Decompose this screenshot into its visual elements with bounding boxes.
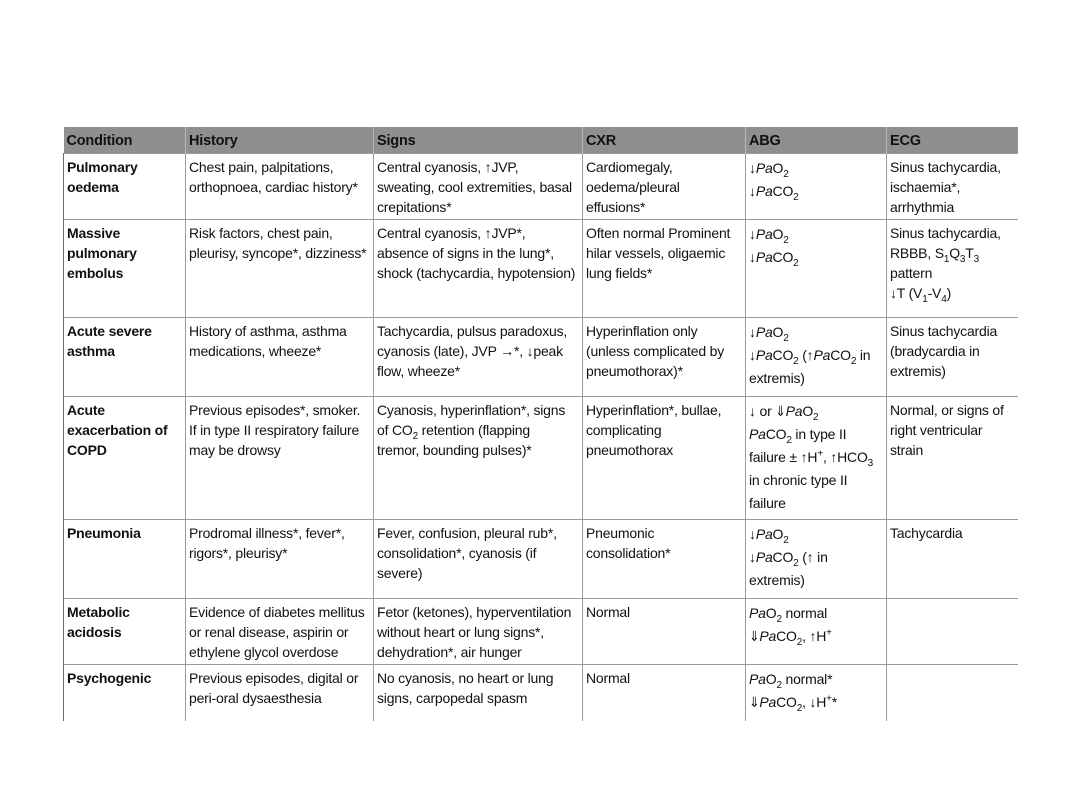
cell-ecg [887, 220, 1019, 318]
cell-signs: Fever, confusion, pleural rub*, consolidation*, cyanosis (if severe) [374, 520, 583, 599]
cell-abg [746, 154, 887, 220]
cell-condition: Pulmonary oedema [64, 154, 186, 220]
cell-line: ↓PaO$_2$ [749, 160, 789, 180]
cell-line: ⇓PaCO$_2$, ↓H+* [749, 693, 838, 714]
cell-cxr: Normal [583, 599, 746, 665]
cell-ecg: Sinus tachycardia (bradycardia in extremis) [887, 318, 1019, 397]
table-row [64, 318, 1019, 397]
cell-abg [746, 318, 887, 397]
differential-diagnosis-table [63, 127, 1018, 721]
cell-condition: Pneumonia [64, 520, 186, 599]
cell-signs: Central cyanosis, ↑JVP*, absence of signs in the lung*, shock (tachycardia, hypotension) [374, 220, 583, 318]
cell-line: tremor, bounding pulses)* [377, 442, 532, 458]
cell-cxr: Normal [583, 665, 746, 722]
table-row [64, 520, 1019, 599]
header-row [64, 127, 1019, 154]
cell-ecg [887, 599, 1019, 665]
cell-line: in chronic type II [749, 472, 848, 488]
cell-cxr: Pneumonic consolidation* [583, 520, 746, 599]
cell-line: ↓T $(V_1-V_4)$ [890, 285, 952, 305]
cell-line: Sinus tachycardia, [890, 225, 1001, 241]
cell-signs: No cyanosis, no heart or lung signs, carpopedal spasm [374, 665, 583, 722]
cell-history: Risk factors, chest pain, pleurisy, syncope*, dizziness* [186, 220, 374, 318]
cell-line: of $CO_2$ retention (flapping [377, 422, 530, 442]
cell-line: PaCO$_2$ in type II [749, 426, 847, 446]
cell-abg [746, 220, 887, 318]
cell-line: ↓PaCO$_2$ [749, 249, 799, 269]
cell-cxr: Hyperinflation*, bullae, complicating pneumothorax [583, 397, 746, 520]
cell-line: RBBB, $S_1Q_3T_3$ [890, 245, 980, 265]
cell-line: ↓PaO$_2$ [749, 526, 789, 546]
header-signs: Signs [374, 127, 583, 154]
cell-cxr: Cardiomegaly, oedema/pleural effusions* [583, 154, 746, 220]
cell-history: Prodromal illness*, fever*, rigors*, pleurisy* [186, 520, 374, 599]
table-row [64, 220, 1019, 318]
table-row [64, 154, 1019, 220]
header-history: History [186, 127, 374, 154]
cell-line: ↓PaCO$_2$ [749, 183, 799, 203]
cell-signs [374, 397, 583, 520]
cell-history: History of asthma, asthma medications, wheeze* [186, 318, 374, 397]
cell-history: Evidence of diabetes mellitus or renal disease, aspirin or ethylene glycol overdose [186, 599, 374, 665]
cell-line: ↓PaO$_2$ [749, 226, 789, 246]
cell-history: Chest pain, palpitations, orthopnoea, cardiac history* [186, 154, 374, 220]
cell-condition: Psychogenic [64, 665, 186, 722]
cell-line: failure ± ↑H+, $↑HCO_3$ [749, 448, 874, 469]
breathlessness-table [63, 127, 1018, 721]
cell-signs: Fetor (ketones), hyperventilation without heart or lung signs*, dehydration*, air hunger [374, 599, 583, 665]
header-cxr: CXR [583, 127, 746, 154]
cell-line: ↓PaCO$_2$ (↑ in [749, 549, 828, 569]
cell-ecg: Normal, or signs of right ventricular strain [887, 397, 1019, 520]
cell-condition: Acute exacerbation of COPD [64, 397, 186, 520]
cell-abg [746, 397, 887, 520]
cell-condition: Metabolic acidosis [64, 599, 186, 665]
cell-ecg: Tachycardia [887, 520, 1019, 599]
cell-line: ↓PaO$_2$ [749, 324, 789, 344]
header-abg: ABG [746, 127, 887, 154]
cell-abg [746, 520, 887, 599]
cell-line: pattern [890, 265, 933, 281]
header-condition: Condition [64, 127, 186, 154]
cell-line: ↓PaCO$_2$ (↑PaCO$_2$ in [749, 347, 871, 367]
cell-ecg [887, 665, 1019, 722]
table-row [64, 397, 1019, 520]
cell-line: extremis) [749, 572, 805, 588]
cell-line: PaO$_2$ normal* [749, 671, 833, 691]
cell-history: Previous episodes, digital or peri-oral dysaesthesia [186, 665, 374, 722]
cell-cxr: Hyperinflation only (unless complicated by pneumothorax)* [583, 318, 746, 397]
table-row [64, 665, 1019, 722]
cell-ecg: Sinus tachycardia, ischaemia*, arrhythmia [887, 154, 1019, 220]
cell-line: Cyanosis, hyperinflation*, signs [377, 402, 566, 418]
cell-condition: Acute severe asthma [64, 318, 186, 397]
cell-line: ↓ or ⇓PaO$_2$ [749, 403, 819, 423]
cell-line: extremis) [749, 370, 805, 386]
cell-abg [746, 665, 887, 722]
cell-line: PaO$_2$ normal [749, 605, 828, 625]
cell-history: Previous episodes*, smoker. If in type II respiratory failure may be drowsy [186, 397, 374, 520]
cell-line: failure [749, 495, 786, 511]
cell-condition: Massive pulmonary embolus [64, 220, 186, 318]
cell-cxr: Often normal Prominent hilar vessels, oligaemic lung fields* [583, 220, 746, 318]
cell-signs: Tachycardia, pulsus paradoxus, cyanosis (late), JVP →*, ↓peak flow, wheeze* [374, 318, 583, 397]
header-ecg: ECG [887, 127, 1019, 154]
table-body [64, 154, 1019, 722]
cell-signs: Central cyanosis, ↑JVP, sweating, cool extremities, basal crepitations* [374, 154, 583, 220]
cell-line: ⇓PaCO$_2$, ↑H+ [749, 627, 832, 648]
table-row [64, 599, 1019, 665]
cell-abg [746, 599, 887, 665]
